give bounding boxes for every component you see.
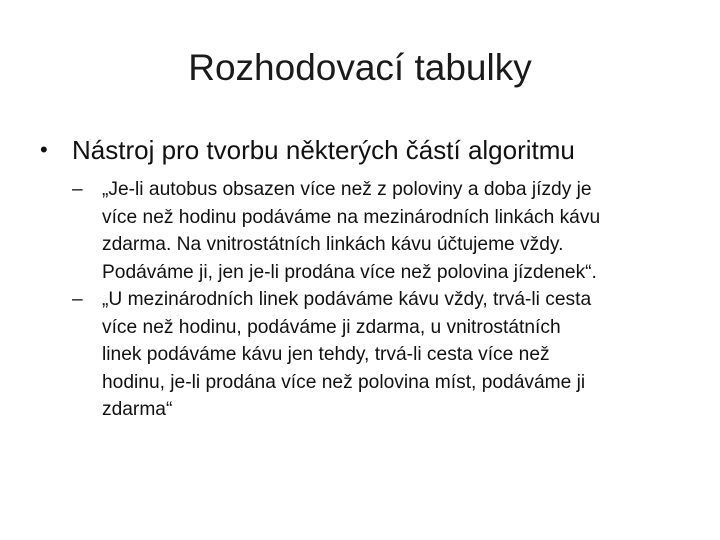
sub-bullet-text bbox=[102, 176, 682, 286]
text-line: hodinu, je-li prodána více než polovina míst, podáváme ji bbox=[102, 371, 586, 393]
text-line: „Je-li autobus obsazen více než z poloviny a doba jízdy je bbox=[102, 179, 592, 200]
sub-bullet-text bbox=[102, 286, 682, 424]
text-line: Podáváme ji, jen je-li prodána více než polovina jízdenek“. bbox=[102, 261, 597, 283]
text-line: zdarma. Na vnitrostátních linkách kávu účtujeme vždy. bbox=[102, 234, 564, 255]
dash-marker: – bbox=[72, 179, 83, 200]
slide-title: Rozhodovací tabulky bbox=[188, 47, 532, 88]
text-line: linek podáváme kávu jen tehdy, trvá-li cesta více než bbox=[102, 344, 550, 365]
sub-bullet-list bbox=[72, 176, 682, 424]
sub-bullet-item bbox=[72, 286, 682, 424]
sub-bullet-item bbox=[72, 176, 682, 286]
text-line: více než hodinu podáváme na mezinárodních linkách kávu bbox=[102, 206, 601, 228]
main-bullet-text: Nástroj pro tvorbu některých částí algoritmu bbox=[72, 135, 575, 165]
main-bullet bbox=[40, 133, 690, 167]
text-line: zdarma“ bbox=[102, 399, 173, 420]
bullet-marker: • bbox=[40, 137, 48, 162]
dash-marker: – bbox=[72, 289, 83, 310]
text-line: „U mezinárodních linek podáváme kávu vždy, trvá-li cesta bbox=[102, 289, 592, 310]
text-line: více než hodinu, podáváme ji zdarma, u vnitrostátních bbox=[102, 316, 561, 338]
